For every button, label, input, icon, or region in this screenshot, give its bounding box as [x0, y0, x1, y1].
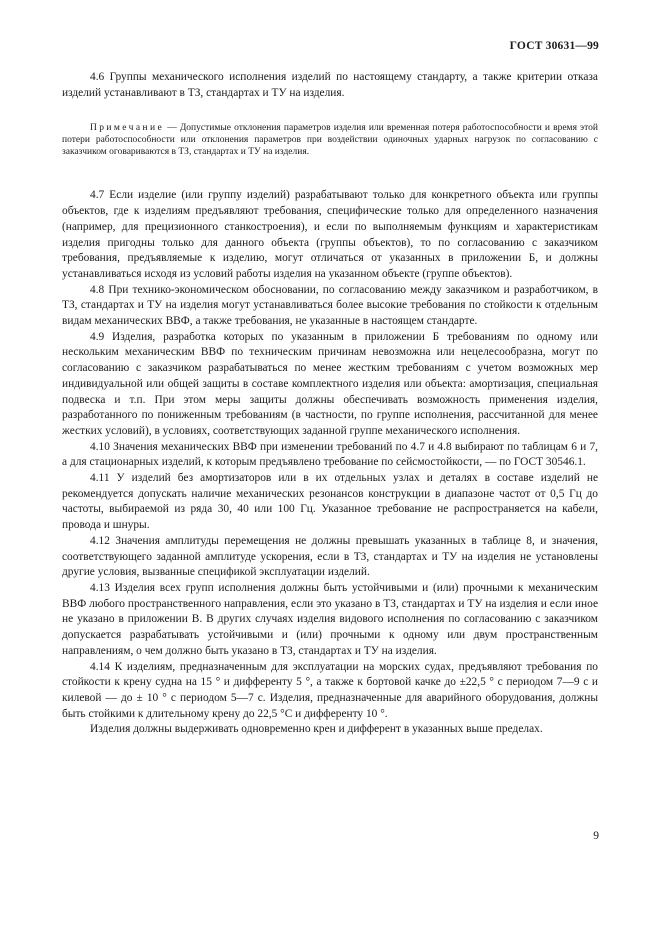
paragraph-4-6: 4.6 Группы механического исполнения изделий по настоящему стандарту, а также критерии отказа изделий устанавливают в ТЗ, стандартах и ТУ на изделия. [62, 71, 598, 99]
page-number: 9 [593, 830, 599, 842]
paragraph-4-7: 4.7 Если изделие (или группу изделий) разрабатывают только для конкретного объекта или группы объектов, где к изделиям предъявляют требования, специфические только для определенного назначения (например, для прецизионного станкостроения), и если по выполняемым функциям и характеристикам изделия пригодны только для данного объекта (группы объектов), то по согласованию с заказчиком требования, предъявляемые к изделию, могут отличаться от указанных в приложении Б, и должны устанавливаться исходя из условий работы изделия на указанном объекте (группе объектов). [62, 189, 598, 280]
paragraph-4-10: 4.10 Значения механических ВВФ при изменении требований по 4.7 и 4.8 выбирают по таблицам 6 и 7, а для стационарных изделий, к которым предъявлено требование по сейсмостойкости, — по ГОСТ 30546.1. [62, 440, 598, 469]
paragraph-4-14: 4.14 К изделиям, предназначенным для эксплуатации на морских судах, предъявляют требования по стойкости к крену судна на 15 ° и дифференту 5 °, а также к бортовой качке до ±22,5 ° с периодом 7—9 с и килевой — до ± 10 ° с периодом 5—7 с. Изделия, предназначенные для аварийного оборудования, должны быть стойкими к длительному крену до 22,5 °С и дифференту 10 °. [62, 660, 598, 720]
document-body [62, 70, 598, 738]
paragraph-4-13: 4.13 Изделия всех групп исполнения должны быть устойчивыми и (или) прочными к механическим ВВФ любого пространственного направления, если это указано в ТЗ, стандартах и ТУ на изделия и если иное не указано в приложении В. В других случаях изделия видового исполнения по согласованию с заказчиком допускается разрабатывать устойчивыми и (или) прочными к одному или двум пространственным направлениям, о чем должно быть указано в ТЗ, стандартах и ТУ на изделия. [62, 581, 598, 657]
paragraph-4-11: 4.11 У изделий без амортизаторов или в их отдельных узлах и деталях в составе изделий не рекомендуется допускать наличие механических резонансов конструкции в диапазоне частот от 0,5 Гц до частоты, выбираемой из ряда 30, 40 или 100 Гц. Указанное требование не распространяется на кабели, провода и шнуры. [62, 472, 598, 532]
note-label: Примечание [90, 123, 165, 134]
note-text: — Допустимые отклонения параметров изделия или временная потеря работоспособности и время этой потери работоспособности или отклонения параметров при воздействии одиночных ударных нагрузок по согласованию с заказчиком оговариваются в ТЗ, стандартах и ТУ на изделия. [62, 123, 598, 158]
paragraph-final: Изделия должны выдерживать одновременно крен и дифферент в указанных выше пределах. [90, 723, 543, 736]
paragraph-4-9: 4.9 Изделия, разработка которых по указанным в приложении Б требованиям по одному или нескольким механическим ВВФ по техническим причинам невозможна или нецелесообразна, могут по согласованию с заказчиком разрабатываться по менее жестким требованиям с учетом возможных мер индивидуальной или общей защиты в составе комплектного изделия или объекта: амортизация, специальная подвеска и т.п. При этом меры защиты должны обеспечивать возможность применения изделия, разработанного по пониженным требованиям (в частности, по группе исполнения, рассчитанной для менее жестких условий), в условиях, соответствующих заданной группе механического исполнения. [62, 330, 598, 437]
paragraph-4-12: 4.12 Значения амплитуды перемещения не должны превышать указанных в таблице 8, и значения, соответствующего заданной амплитуде ускорения, если в ТЗ, стандартах и ТУ на изделия не установлены другие условия, вызванные спецификой эксплуатации изделий. [62, 534, 598, 579]
paragraph-4-8: 4.8 При технико-экономическом обосновании, по согласованию между заказчиком и разработчиком, в ТЗ, стандартах и ТУ на изделия могут устанавливаться более высокие требования по стойкости к отдельным видам механических ВВФ, а также требования, не указанные в настоящем стандарте. [62, 283, 598, 328]
document-code-header: ГОСТ 30631—99 [509, 40, 599, 52]
note [62, 122, 598, 158]
